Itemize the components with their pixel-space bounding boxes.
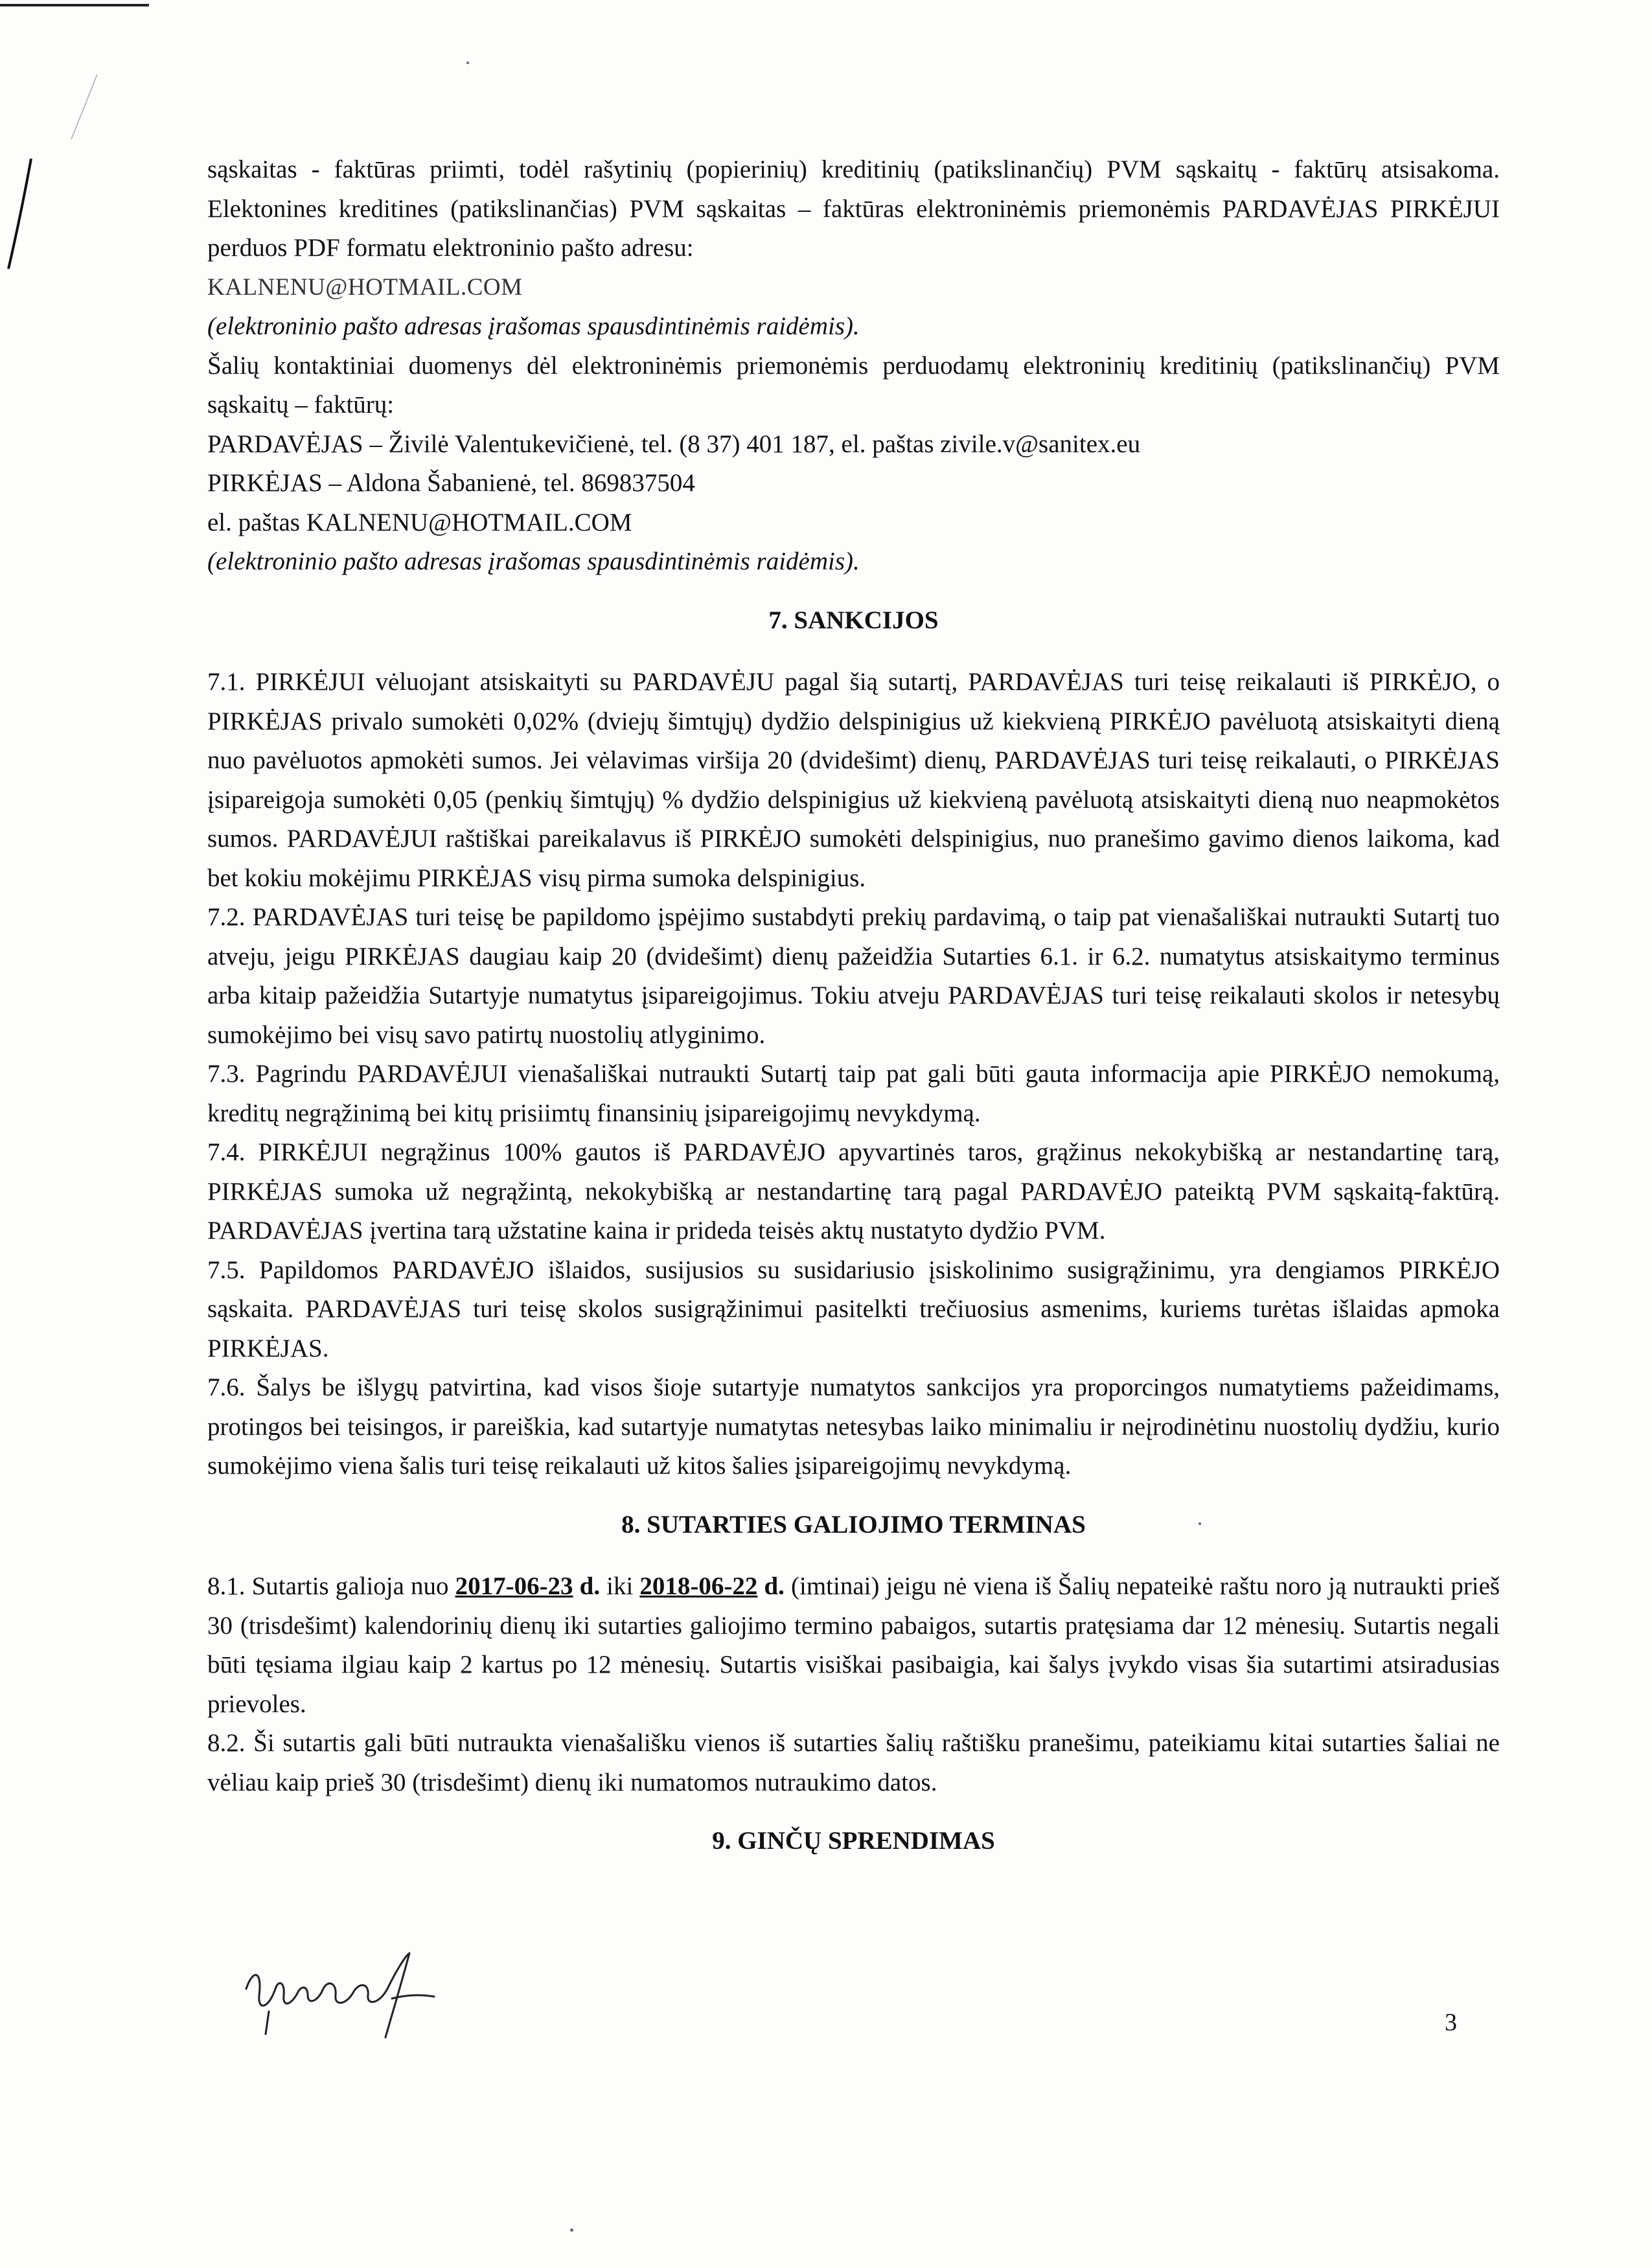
clause-7-2: 7.2. PARDAVĖJAS turi teisę be papildomo įspėjimo sustabdyti prekių pardavimą, o taip pat vienašališkai nutraukti Sutartį tuo atveju, jeigu PIRKĖJAS daugiau kaip 20 (dvidešimt) dienų pažeidžia Sutarties 6.1. ir 6.2. numatytus atsiskaitymo terminus arba kitaip pažeidžia Sutartyje numatytus įsipareigojimus. Tokiu atveju PARDAVĖJAS turi teisę reikalauti skolos ir netesybų sumokėjimo bei visų savo patirtų nuostolių atlyginimo. [207, 903, 1500, 1049]
handwritten-signature [240, 1950, 447, 2041]
page-number: 3 [1445, 2009, 1457, 2036]
day-abbrev: d. [579, 1572, 601, 1600]
clause-8-2: 8.2. Ši sutartis gali būti nutraukta vienašališku vienos iš sutarties šalių raštišku pranešimu, pateikiamu kitai sutarties šaliai ne vėliau kaip prieš 30 (trisdešimt) dienų iki numatomos nutraukimo datos. [207, 1729, 1500, 1796]
margin-pen-stroke [5, 155, 44, 272]
section-heading-disputes: 9. GINČŲ SPRENDIMAS [712, 1827, 995, 1855]
clause-7-1: 7.1. PIRKĖJUI vėluojant atsiskaityti su PARDAVĖJU pagal šią sutartį, PARDAVĖJAS turi teisę reikalauti iš PIRKĖJO, o PIRKĖJAS privalo sumokėti 0,02% (dviejų šimtųjų) dydžio delspinigius už kiekvieną PIRKĖJO pavėluotą atsiskaityti dieną nuo pavėluotos apmokėti sumos. Jei vėlavimas viršija 20 (dvidešimt) dienų, PARDAVĖJAS turi teisę reikalauti, o PIRKĖJAS įsipareigoja sumokėti 0,05 (penkių šimtųjų) % dydžio delspinigius už kiekvieną pavėluotą atsiskaityti dieną nuo neapmokėtos sumos. PARDAVĖJUI raštiškai pareikalavus iš PIRKĖJO sumokėti delspinigius, nuo pranešimo gavimo dienos laikoma, kad bet kokiu mokėjimu PIRKĖJAS visų pirma sumoka delspinigius. [207, 668, 1500, 892]
clause-7-3: 7.3. Pagrindu PARDAVĖJUI vienašališkai nutraukti Sutartį taip pat gali būti gauta informacija apie PIRKĖJO nemokumą, kreditų negrąžinimą bei kitų prisiimtų finansinių įsipareigojimų nevykdymą. [207, 1060, 1500, 1127]
date-to: 2018-06-22 [639, 1572, 758, 1600]
scan-edge-mark [0, 4, 149, 6]
handwritten-email: KALNENU@HOTMAIL.COM [207, 273, 523, 301]
scan-speck [466, 62, 469, 64]
document-body [207, 150, 1500, 1884]
clause-7-5: 7.5. Papildomos PARDAVĖJO išlaidos, susijusios su susidariusio įsiskolinimo susigrąžinimu, yra dengiamos PIRKĖJO sąskaita. PARDAVĖJAS turi teisę skolos susigrąžinimui pasitelkti trečiuosius asmenims, kuriems turėtas išlaidas apmoka PIRKĖJAS. [207, 1255, 1500, 1362]
clause-7-4: 7.4. PIRKĖJUI negrąžinus 100% gautos iš PARDAVĖJO apyvartinės taros, grąžinus nekokybišką ar nestandartinę tarą, PIRKĖJAS sumoka už negrąžintą, nekokybišką ar nestandartinę tarą pagal PARDAVĖJO pateiktą PVM sąskaitą-faktūrą. PARDAVĖJAS įvertina tarą užstatine kaina ir prideda teisės aktų nustatyto dydžio PVM. [207, 1138, 1500, 1244]
buyer-contact: PIRKĖJAS – Aldona Šabanienė, tel. 869837504 [207, 469, 695, 497]
scan-speck [1199, 1522, 1201, 1525]
faint-pencil-mark [65, 71, 104, 143]
clause-8-1-rest: (imtinai) jeigu nė viena iš Šalių nepateikė raštu noro ją nutraukti prieš 30 (trisdešimt) kalendorinių dienų iki sutarties galiojimo termino pabaigos, sutartis pratęsiama dar 12 mėnesių. Sutartis negali būti tęsiama ilgiau kaip 2 kartus po 12 mėnesių. Sutartis visiškai pasibaigia, kai šalys įvykdo visas šia sutartimi atsiradusias prievoles. [207, 1572, 1500, 1718]
date-from: 2017-06-23 [455, 1572, 573, 1600]
contacts-intro: Šalių kontaktiniai duomenys dėl elektroninėmis priemonėmis perduodamų elektroninių kreditinių (patikslinančių) PVM sąskaitų – faktūrų: [207, 351, 1500, 418]
scan-speck [570, 2228, 573, 2232]
day-abbrev: d. [764, 1572, 785, 1600]
until-word: iki [606, 1572, 634, 1600]
email-note: (elektroninio pašto adresas įrašomas spausdintinėmis raidėmis). [207, 547, 860, 575]
clause-7-6: 7.6. Šalys be išlygų patvirtina, kad visos šioje sutartyje numatytos sankcijos yra proporcingos numatytiems pažeidimams, protingos bei teisingos, ir pareiškia, kad sutartyje numatytas netesybas laiko minimaliu ir neįrodinėtinu nuostolių dydžiu, kurio sumokėjimo viena šalis turi teisę reikalauti už kitos šalies įsipareigojimų nevykdymą. [207, 1373, 1500, 1480]
buyer-email: el. paštas KALNENU@HOTMAIL.COM [207, 508, 632, 536]
section-heading-sanctions: 7. SANKCIJOS [768, 606, 939, 634]
paragraph-einvoice: sąskaitas - faktūras priimti, todėl rašytinių (popierinių) kreditinių (patikslinančių) PVM sąskaitų - faktūrų atsisakoma. Elektonines kreditines (patikslinančias) PVM sąskaitas – faktūras elektroninėmis priemonėmis PARDAVĖJAS PIRKĖJUI perduos PDF formatu elektroninio pašto adresu: [207, 155, 1500, 262]
section-heading-term: 8. SUTARTIES GALIOJIMO TERMINAS [621, 1510, 1086, 1539]
clause-8-1-intro: 8.1. Sutartis galioja nuo [207, 1572, 449, 1600]
clause-8-1 [207, 1567, 1500, 1724]
email-note: (elektroninio pašto adresas įrašomas spausdintinėmis raidėmis). [207, 312, 860, 340]
seller-contact: PARDAVĖJAS – Živilė Valentukevičienė, tel. (8 37) 401 187, el. paštas zivile.v@sanitex.eu [207, 430, 1141, 458]
